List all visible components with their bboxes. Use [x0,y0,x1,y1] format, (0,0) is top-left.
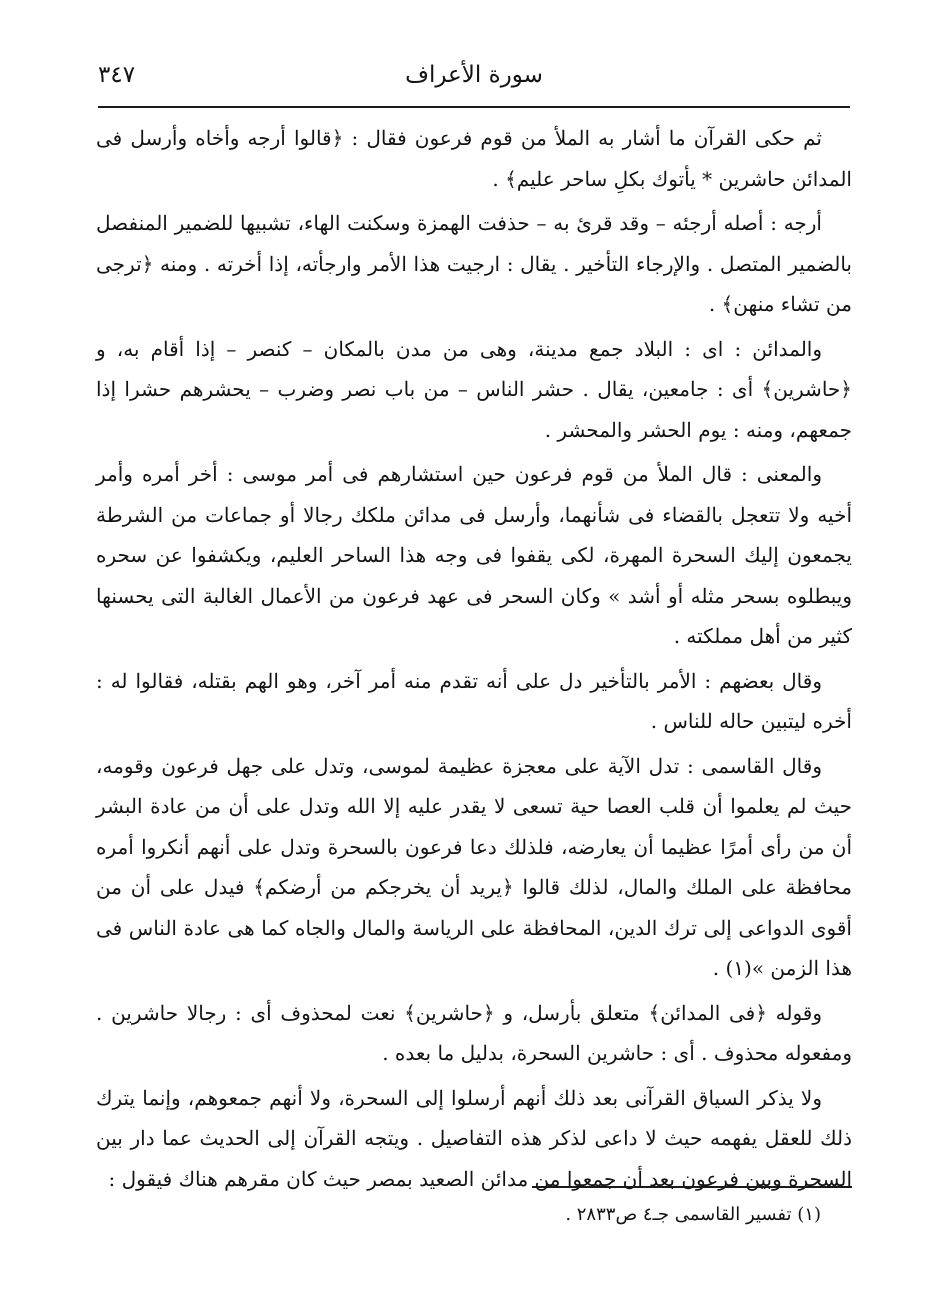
header-divider [98,106,850,108]
paragraph-arjih: أرجه : أصله أرجئه – وقد قرئ به – حذفت الهمزة وسكنت الهاء، تشبيها للضمير المنفصل بالضمير المتصل . والإرجاء التأخير . يقال : ارجيت هذا الأمر وارجأته، إذا أخرته . ومنه ﴿ترجى من تشاء منهن﴾ . [96,211,852,316]
paragraph-madain: والمدائن : اى : البلاد جمع مدينة، وهى من مدن بالمكان – كنصر – إذا أقام به، و ﴿حاشرين﴾ أى : جامعين، يقال . حشر الناس – من باب نصر وضرب – يحشرهم حشرا إذا جمعهم، ومنه : يوم الحشر والمحشر . [96,336,852,442]
footnote: (١) تفسير القاسمى جـ٤ ص٢٨٣٣ . [565,1204,821,1225]
paragraph-qasimi: وقال القاسمى : تدل الآية على معجزة عظيمة لموسى، وتدل على جهل فرعون وقومه، حيث لم يعلموا أن قلب العصا حية تسعى لا يقدر عليه إلا الله وتدل على أن من عادة البشر أن من رأى أمرًا عظيما أن يعارضه، فلذلك دعا فرعون بالسحرة وتدل على أنهم أنكروا أمره محافظة على الملك والمال، لذلك قالوا ﴿يريد أن يخرجكم من أرضكم﴾ فيدل على أن من أقوى الدواعى إلى ترك الدين، المحافظة على الرياسة والمال والجاه كما هى عادة الناس فى هذا الزمن »(١) . [96,753,852,980]
surah-title: سورة الأعراف [405,62,543,88]
page-number: ٣٤٧ [98,62,136,88]
paragraph-context: ولا يذكر السياق القرآنى بعد ذلك أنهم أرسلوا إلى السحرة، ولا أنهم جمعوهم، وإنما يترك ذلك للعقل يفهمه حيث لا داعى لذكر هذه التفاصيل . ويتجه القرآن إلى الحديث عما دار بين السحرة وبين فرعون بعد أن جمعوا من مدائن الصعيد بمصر حيث كان مقرهم هناك فيقول : [96,1085,852,1191]
paragraph-intro: ثم حكى القرآن ما أشار به الملأ من قوم فرعون فقال : ﴿قالوا أرجه وأخاه وأرسل فى المدائن حاشرين * يأتوك بكلِ ساحر عليم﴾ . [96,126,852,191]
paragraph-qawluhu: وقوله ﴿فى المدائن﴾ متعلق بأرسل، و ﴿حاشرين﴾ نعت لمحذوف أى : رجالا حاشرين . ومفعوله محذوف . أى : حاشرين السحرة، بدليل ما بعده . [96,1000,852,1065]
footnote-divider [532,1186,852,1188]
page-header [98,56,850,100]
paragraph-meaning: والمعنى : قال الملأ من قوم فرعون حين استشارهم فى أمر موسى : أخر أمره وأمر أخيه ولا تتعجل بالقضاء فى شأنهما، وأرسل فى مدائن ملكك رجالا أو جماعات من الشرطة يجمعون إليك السحرة المهرة، لكى يقفوا فى وجه هذا الساحر العليم، ويكشفوا عن سحره ويبطلوه بسحر مثله أو أشد » وكان السحر فى عهد فرعون من الأعمال الغالبة التى يحسنها كثير من أهل مملكته . [96,462,852,648]
page-body [96,118,852,1199]
paragraph-some-said: وقال بعضهم : الأمر بالتأخير دل على أنه تقدم منه أمر آخر، وهو الهم بقتله، فقالوا له : أخره ليتبين حاله للناس . [96,668,852,733]
